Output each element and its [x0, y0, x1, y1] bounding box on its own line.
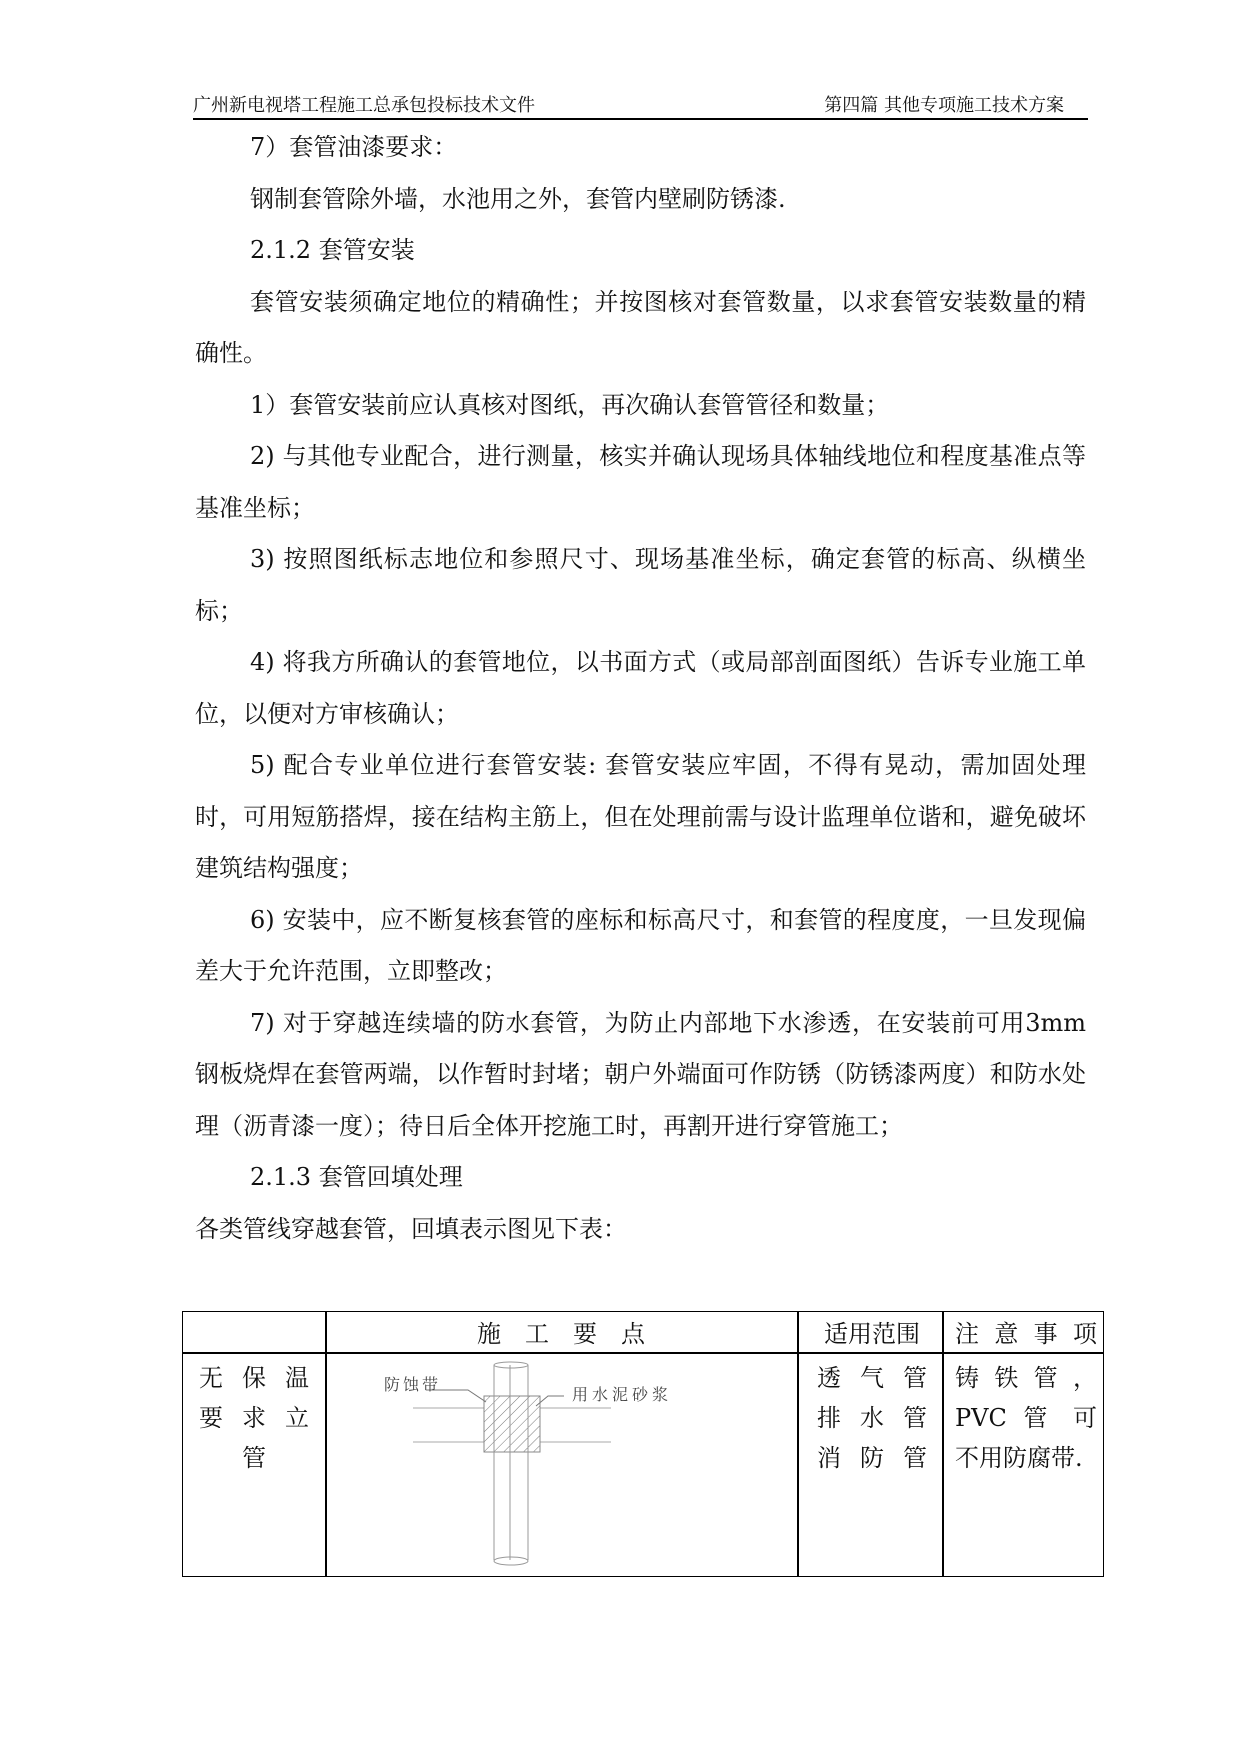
backfill-mortar-hatch: [484, 1396, 540, 1452]
document-body: [195, 122, 1086, 1255]
sleeve-backfill-diagram: [328, 1360, 773, 1575]
notes-line: 铸 铁 管 ，: [955, 1364, 1097, 1392]
notes-line: PVC 管 可: [955, 1404, 1097, 1432]
header-document-title: 广州新电视塔工程施工总承包投标技术文件: [193, 95, 535, 116]
paragraph-item-2: 2) 与其他专业配合，进行测量，核实并确认现场具体轴线地位和程度基准点等基准坐标；: [195, 442, 1086, 522]
category-line: 管: [242, 1444, 266, 1472]
page-header: [193, 86, 1088, 120]
table-header-notes: 注 意 事 项: [955, 1320, 1097, 1348]
paragraph-paint-heading: 7）套管油漆要求：: [250, 133, 458, 161]
category-line: 无 保 温: [199, 1364, 309, 1392]
paragraph-table-intro: 各类管线穿越套管，回填表示图见下表：: [195, 1214, 627, 1243]
paragraph-paint-text: 钢制套管除外墙，水池用之外，套管内壁刷防锈漆.: [250, 184, 786, 213]
paragraph-item-4: 4) 将我方所确认的套管地位，以书面方式（或局部剖面图纸）告诉专业施工单位，以便对方审核确认；: [195, 648, 1086, 728]
paragraph-item-5: 5) 配合专业单位进行套管安装: 套管安装应牢固，不得有晃动，需加固处理时，可用短筋搭焊，接在结构主筋上，但在处理前需与设计监理单位谐和，避免破坏建筑结构强度；: [195, 751, 1086, 882]
notes-line: 不用防腐带.: [955, 1444, 1083, 1472]
paragraph-item-1: 1）套管安装前应认真核对图纸，再次确认套管管径和数量；: [250, 390, 890, 419]
section-heading-2-1-3: 2.1.3 套管回填处理: [250, 1163, 463, 1191]
table-header-scope: 适用范围: [824, 1320, 920, 1348]
scope-line: 消 防 管: [817, 1444, 927, 1472]
label-anticorrosion-tape: 防蚀带: [384, 1375, 442, 1394]
paragraph-item-7: 7) 对于穿越连续墙的防水套管，为防止内部地下水渗透，在安装前可用3mm 钢板烧焊在套管两端，以作暂时封堵；朝户外端面可作防锈（防锈漆两度）和防水处理（沥青漆一度）；待日后全体开挖施工时，再割开进行穿管施工；: [195, 1008, 1086, 1140]
scope-line: 透 气 管: [817, 1364, 927, 1392]
backfill-table: [182, 1311, 1104, 1577]
table-header-construction-points: 施 工 要 点: [477, 1320, 645, 1348]
category-line: 要 求 立: [199, 1404, 309, 1432]
paragraph-install-intro: 套管安装须确定地位的精确性；并按图核对套管数量，以求套管安装数量的精确性。: [195, 287, 1086, 367]
header-section-title: 第四篇 其他专项施工技术方案: [824, 95, 1064, 116]
paragraph-item-6: 6) 安装中，应不断复核套管的座标和标高尺寸，和套管的程度度，一旦发现偏差大于允许范围，立即整改；: [195, 905, 1086, 985]
pipe: [494, 1362, 528, 1565]
section-heading-2-1-2: 2.1.2 套管安装: [250, 236, 415, 264]
scope-line: 排 水 管: [817, 1404, 927, 1432]
label-cement-mortar: 用水泥砂浆: [572, 1385, 673, 1404]
paragraph-item-3: 3) 按照图纸标志地位和参照尺寸、现场基准坐标，确定套管的标高、纵横坐标；: [195, 545, 1086, 625]
